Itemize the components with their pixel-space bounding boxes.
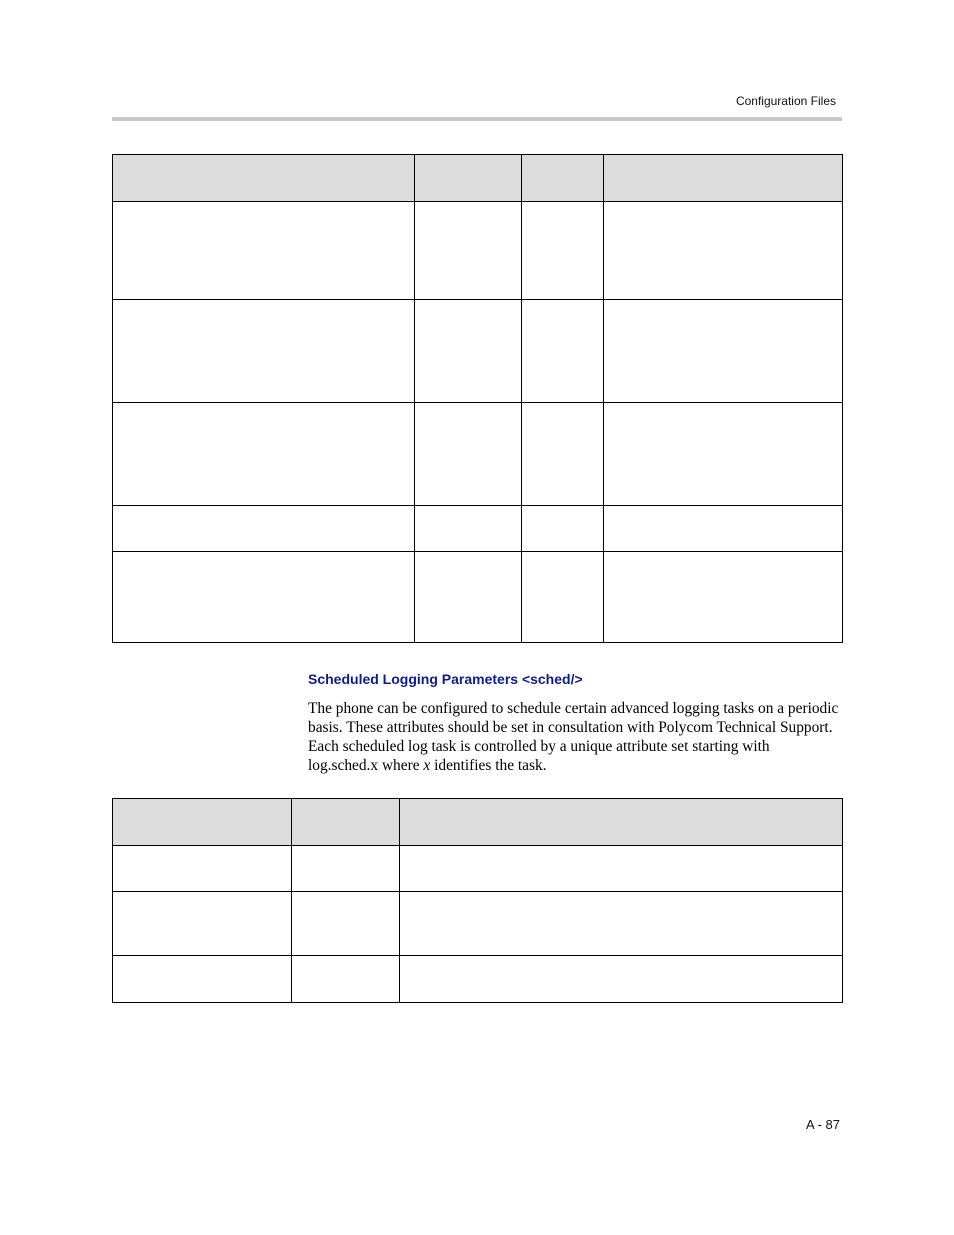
- header-cell: [292, 799, 400, 846]
- section-heading: Scheduled Logging Parameters <sched/>: [308, 671, 583, 687]
- table-cell: [604, 202, 843, 300]
- parameter-table-1: [112, 154, 843, 643]
- table-row: [113, 552, 843, 643]
- table-cell: [400, 892, 843, 956]
- table-cell: [400, 956, 843, 1003]
- table-cell: [522, 552, 604, 643]
- table-cell: [113, 506, 415, 552]
- header-rule: [112, 117, 842, 121]
- table-row: [113, 506, 843, 552]
- header-cell: [400, 799, 843, 846]
- section-description: [308, 699, 842, 775]
- table-cell: [292, 846, 400, 892]
- header-cell: [113, 155, 415, 202]
- table-cell: [415, 552, 522, 643]
- page-number: A - 87: [806, 1117, 840, 1132]
- table-cell: [604, 403, 843, 506]
- table-row: [113, 956, 843, 1003]
- header-cell: [604, 155, 843, 202]
- table-cell: [604, 300, 843, 403]
- table-cell: [415, 202, 522, 300]
- table-cell: [522, 300, 604, 403]
- sched-parameter-table: [112, 798, 843, 1003]
- description-text-end: identifies the task.: [430, 757, 547, 774]
- table-cell: [113, 300, 415, 403]
- header-cell: [415, 155, 522, 202]
- table-row: [113, 202, 843, 300]
- table-cell: [415, 300, 522, 403]
- table-cell: [113, 892, 292, 956]
- table-row: [113, 300, 843, 403]
- table-cell: [113, 552, 415, 643]
- header-cell: [522, 155, 604, 202]
- table-cell: [522, 403, 604, 506]
- table-cell: [604, 552, 843, 643]
- table-cell: [292, 956, 400, 1003]
- table-cell: [415, 506, 522, 552]
- table-cell: [113, 403, 415, 506]
- table-cell: [113, 956, 292, 1003]
- table-cell: [113, 202, 415, 300]
- table-row: [113, 403, 843, 506]
- header-cell: [113, 799, 292, 846]
- table-cell: [292, 892, 400, 956]
- description-text: The phone can be configured to schedule certain advanced logging tasks on a periodic basis. These attributes should be set in consultation with Polycom Technical Support. Each scheduled log task is controlled by a unique attribute set starting with log.sched.x where: [308, 700, 839, 774]
- table-row: [113, 846, 843, 892]
- table-cell: [522, 506, 604, 552]
- table-header-row: [113, 799, 843, 846]
- table-row: [113, 892, 843, 956]
- table-cell: [415, 403, 522, 506]
- running-header: Configuration Files: [735, 94, 836, 108]
- table-cell: [113, 846, 292, 892]
- table-cell: [604, 506, 843, 552]
- table-cell: [522, 202, 604, 300]
- description-italic-variable: x: [423, 757, 431, 774]
- table-header-row: [113, 155, 843, 202]
- table-cell: [400, 846, 843, 892]
